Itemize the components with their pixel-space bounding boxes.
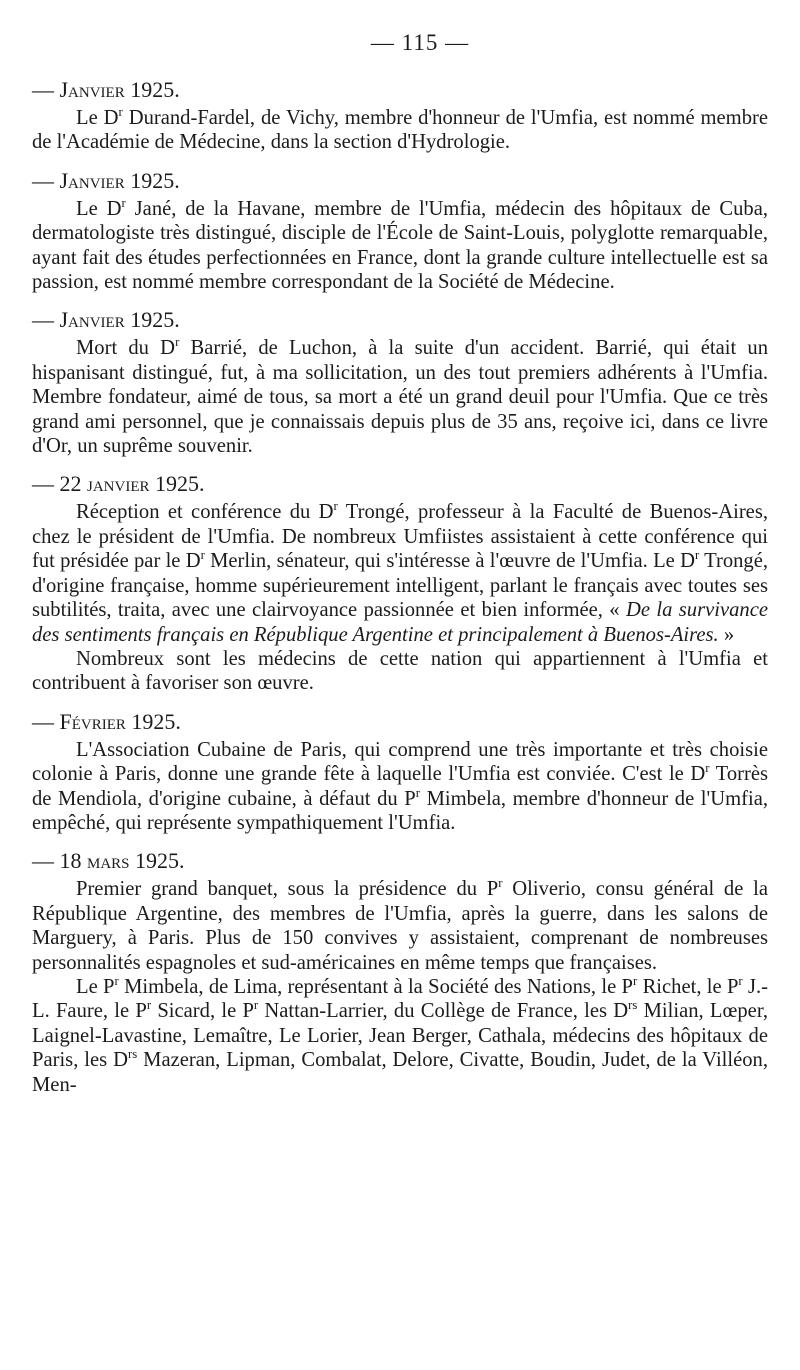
entry-paragraph: Le $P^r$ Mimbela, de Lima, représentant à la Société des Nations, le $P^r$ Richet, le $P^r$ J.-L. Faure, le $P^r$ Sicard, le $P^r$ Nattan-Larrier, du Collège de France, les $D^{rs}$ Milian, Lœper, Laignel-Lavastine, Lemaître, Le Lorier, Jean Berger, Cathala, médecins des hôpitaux de Paris, les $D^{rs}$ Mazeran, Lipman, Combalat, Delore, Civatte, Boudin, Judet, de la Villéon, Men- [32,974,769,1096]
entry-date-heading: — Janvier 1925. [32,307,180,333]
page-number: — 115 — [370,30,470,55]
entry-paragraph: Mort du $D^r$ Barrié, de Luchon, à la suite d'un accident. Barrié, qui était un hispanisant distingué, fut, à ma sollicitation, un des tout premiers adhérents à l'Umfia. Membre fondateur, aimé de tous, sa mort a été un grand deuil pour l'Umfia. Que ce très grand ami personnel, que je connaissais depuis plus de 35 ans, reçoive ici, dans ce livre d'Or, un suprême souvenir. [32,335,768,458]
entry-paragraph: Le $D^r$ Jané, de la Havane, membre de l'Umfia, médecin des hôpitaux de Cuba, dermatologiste très distingué, disciple de l'École de Saint-Louis, polyglotte remarquable, ayant fait des études perfectionnées en France, dont la grande culture intellectuelle est sa passion, est nommé membre correspondant de la Société de Médecine. [32,195,768,294]
entry-paragraph: Le $D^r$ Durand-Fardel, de Vichy, membre d'honneur de l'Umfia, est nommé membre de l'Académie de Médecine, dans la section d'Hydrologie. [32,105,768,154]
entry-date-heading: — Janvier 1925. [32,77,180,102]
chronicle-entry [32,76,768,155]
conference-title: De la survivance des sentiments français en République Argentine et principalement à Buenos-Aires. [32,599,768,646]
chronicle-entry [32,306,768,458]
entry-date-heading: — 18 mars 1925. [32,848,185,874]
entry-paragraph: Nombreux sont les médecins de cette nation qui appartiennent à l'Umfia et contribuent à favoriser son œuvre. [32,647,768,695]
chronicle-entry [32,470,768,695]
chronicle-entry [32,167,768,295]
entry-paragraph: Premier grand banquet, sous la présidence du $P^r$ Oliverio, consu général de la République Argentine, des membres de l'Umfia, après la guerre, dans les salons de Marguery, à Paris. Plus de 150 convives y assistaient, comprenant de nombreuses personnalités espagnoles et sud-américaines en même temps que françaises. [32,876,768,974]
document-page [32,22,768,1097]
entry-paragraph: Réception et conférence du $D^r$ Trongé, professeur à la Faculté de Buenos-Aires, chez le président de l'Umfia. De nombreux Umfiistes assistaient à cette conférence qui fut présidée par le $D^r$ Merlin, sénateur, qui s'intéresse à l'œuvre de l'Umfia. Le $D^r$ Trongé, d'origine française, homme supérieurement intelligent, parlant le français avec toutes ses subtilités, traita, avec une clairvoyance passionnée et bien informée, « De la survivance des sentiments français en République Argentine et principalement à Buenos-Aires. » [32,499,769,646]
entry-date-heading: — Janvier 1925. [32,167,180,193]
chronicle-entry [32,847,768,1097]
entry-date-heading: — Février 1925. [32,708,181,734]
chronicle-entry [32,708,768,836]
entry-paragraph: L'Association Cubaine de Paris, qui comprend une très importante et très choisie colonie à Paris, donne une grande fête à laquelle l'Umfia est conviée. C'est le $D^r$ Torrès de Mendiola, d'origine cubaine, à défaut du $P^r$ Mimbela, membre d'honneur de l'Umfia, empêché, qui représente sympathiquement l'Umfia. [32,738,768,834]
entry-date-heading: — 22 janvier 1925. [32,471,205,497]
